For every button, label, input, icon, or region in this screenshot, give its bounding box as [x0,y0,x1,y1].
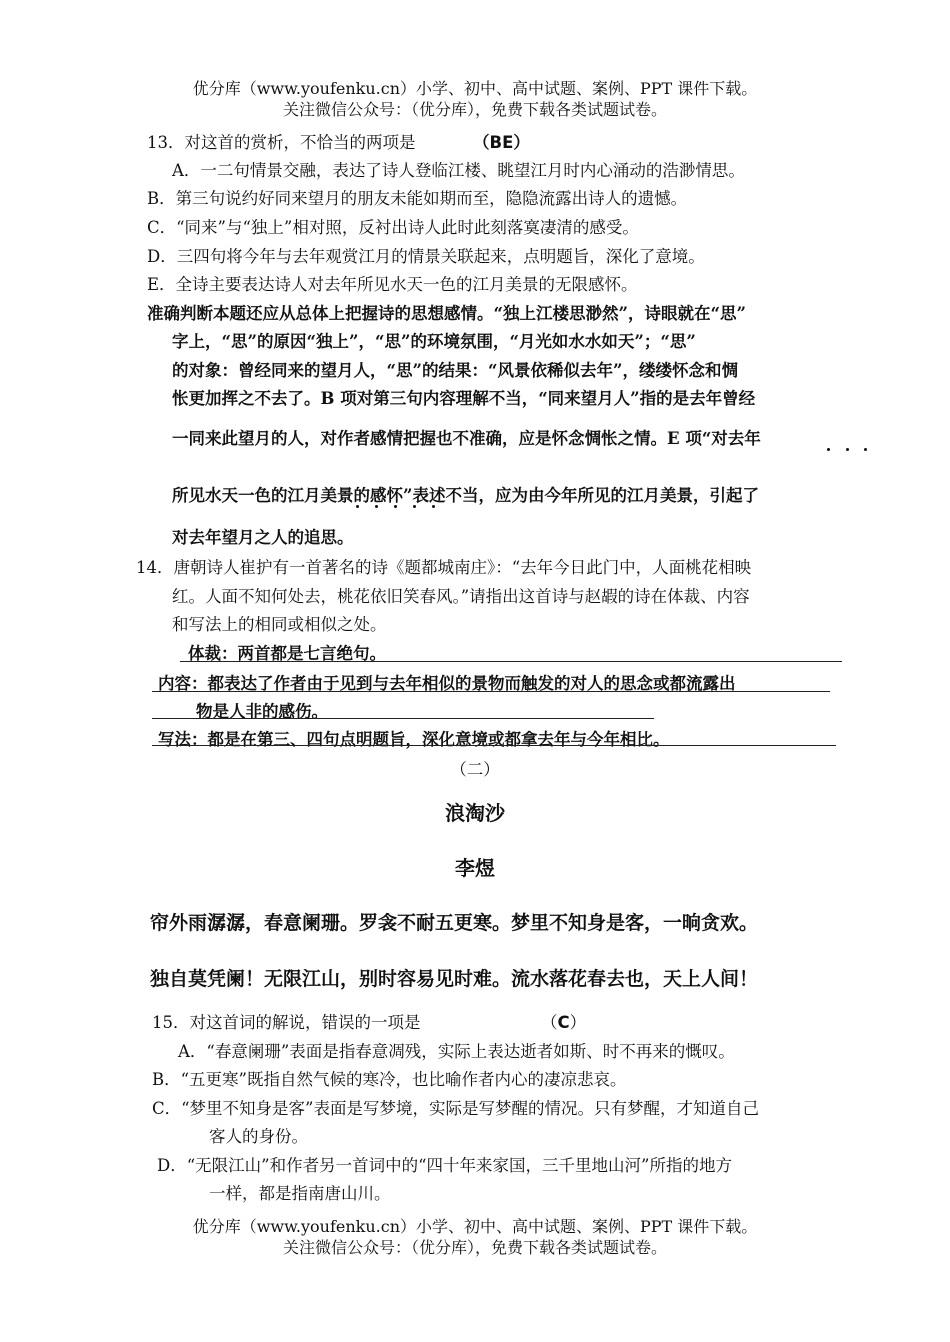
q14-stem-line: 红。人面不知何处去，桃花依旧笑春风。”请指出这首诗与赵嘏的诗在体裁、内容 [172,587,750,606]
emphasis-dot [432,505,435,508]
q13-explanation-line: 对去年望月之人的追思。 [172,528,354,547]
q13-option-c: C．“同来”与“独上”相对照，反衬出诗人此时此刻落寞凄清的感受。 [147,218,639,237]
poem-line-2: 独自莫凭阑！无限江山，别时容易见时难。流水落花春去也，天上人间！ [150,968,759,990]
q15-stem: 15．对这首词的解说，错误的一项是 [152,1013,421,1032]
q15-answer: （C） [541,1013,587,1032]
q14-answer-content: 内容：都表达了作者由于见到与去年相似的景物而触发的对人的思念或都流露出 [158,674,736,693]
emphasis-dot [394,505,397,508]
q14-answer-content-cont: 物是人非的感伤。 [196,702,328,721]
emphasis-dot [356,505,359,508]
q13-explanation-line: 所见水天一色的江月美景的感怀”表述不当，应为由今年所见的江月美景，引起了 [172,486,759,505]
answer-underline [180,661,842,662]
emphasis-dot [375,505,378,508]
q15-option-d-cont: 一样，都是指南唐山川。 [209,1184,391,1203]
q15-option-c: C．“梦里不知身是客”表面是写梦境，实际是写梦醒的情况。只有梦醒，才知道自己 [152,1099,759,1118]
q13-option-d: D．三四句将今年与去年观赏江月的情景关联起来，点明题旨，深化了意境。 [147,247,705,266]
q13-explanation-line: 怅更加挥之不去了。B 项对第三句内容理解不当，“同来望月人”指的是去年曾经 [172,389,756,408]
answer-underline [152,691,830,692]
poem-title: 浪淘沙 [445,801,505,825]
q15-option-c-cont: 客人的身份。 [209,1127,308,1146]
q13-explanation-line: 一同来此望月的人，对作者感情把握也不准确，应是怀念惆怅之情。E 项“对去年 [172,429,761,448]
poet-name: 李煜 [455,856,495,880]
answer-underline [152,718,654,719]
q14-answer-method: 写法：都是在第三、四句点明题旨，深化意境或都拿去年与今年相比。 [158,730,670,749]
emphasis-dot [827,448,830,451]
q13-option-a: A．一二句情景交融，表达了诗人登临江楼、眺望江月时内心涌动的浩渺情思。 [172,161,745,180]
emphasis-dot [413,505,416,508]
q14-stem-line: 14．唐朝诗人崔护有一首著名的诗《题都城南庄》：“去年今日此门中，人面桃花相映 [136,558,752,577]
q15-option-d: D．“无限江山”和作者另一首词中的“四十年来家国，三千里地山河”所指的地方 [157,1156,732,1175]
q13-answer: （BE） [473,133,530,152]
q14-answer-genre: 体裁：两首都是七言绝句。 [188,644,386,663]
q13-stem: 13．对这首的赏析，不恰当的两项是 [147,133,416,152]
q13-explanation-line: 准确判断本题还应从总体上把握诗的思想感情。“独上江楼思渺然”，诗眼就在“思” [147,304,746,323]
q15-option-a: A．“春意阑珊”表面是指春意凋残，实际上表达逝者如斯、时不再来的慨叹。 [178,1042,735,1061]
q13-option-b: B．第三句说约好同来望月的朋友未能如期而至，隐隐流露出诗人的遗憾。 [147,189,688,208]
footer-line-1: 优分库（www.youfenku.cn）小学、初中、高中试题、案例、PPT 课件下载。 [192,1217,758,1236]
q14-stem-line: 和写法上的相同或相似之处。 [172,615,387,634]
emphasis-dot [846,448,849,451]
footer-line-2: 关注微信公众号：（优分库），免费下载各类试题试卷。 [282,1238,667,1257]
poem-line-1: 帘外雨潺潺，春意阑珊。罗衾不耐五更寒。梦里不知身是客，一晌贪欢。 [150,912,759,934]
section-label: （二） [450,760,500,779]
q13-option-e: E．全诗主要表达诗人对去年所见水天一色的江月美景的无限感怀。 [147,275,638,294]
header-line-1: 优分库（www.youfenku.cn）小学、初中、高中试题、案例、PPT 课件下载。 [192,79,758,98]
q13-explanation-line: 字上，“思”的原因“独上”，“思”的环境氛围，“月光如水水如天”；“思” [172,332,696,351]
emphasis-dot [864,448,867,451]
q13-explanation-line: 的对象：曾经同来的望月人，“思”的结果：“风景依稀似去年”，缕缕怀念和惆 [172,361,738,380]
answer-underline [152,745,836,746]
q15-option-b: B．“五更寒”既指自然气候的寒冷，也比喻作者内心的凄凉悲哀。 [152,1070,627,1089]
header-line-2: 关注微信公众号：（优分库），免费下载各类试题试卷。 [282,100,667,119]
